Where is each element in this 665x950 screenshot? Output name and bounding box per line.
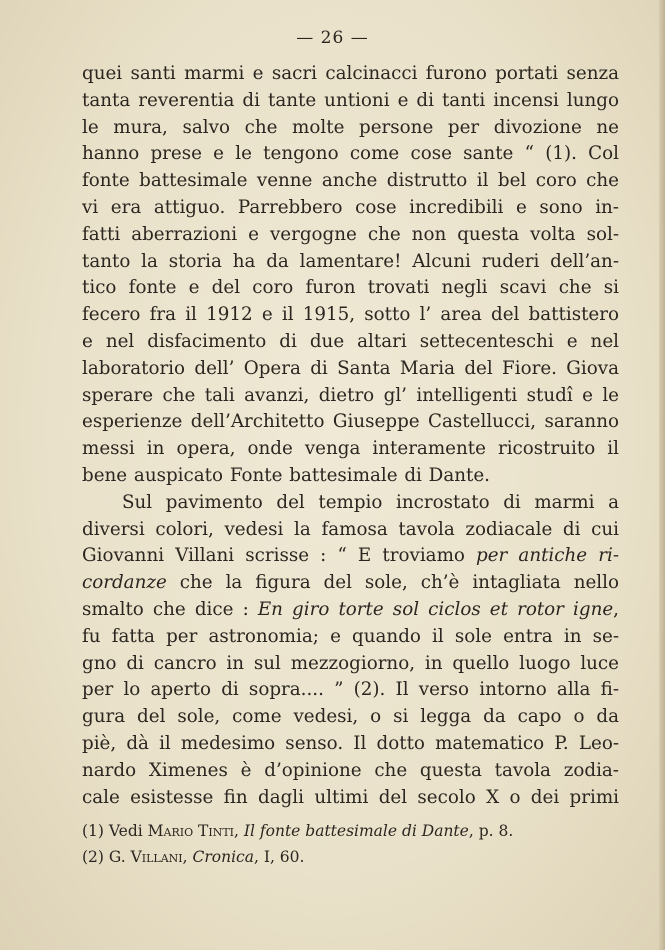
text-line xyxy=(82,785,619,812)
text-line xyxy=(82,249,619,276)
text-line xyxy=(82,383,619,410)
text-line xyxy=(82,624,619,651)
body-text xyxy=(82,61,619,811)
text-segment: le mura, salvo che molte persone per divozione ne xyxy=(82,116,619,138)
italic-text: per antiche ri- xyxy=(476,545,619,567)
text-segment: fonte battesimale venne anche distrutto il bel coro che xyxy=(82,170,619,192)
text-segment: e nel disfacimento di due altari settecenteschi e nel xyxy=(82,330,619,352)
page-number: — 26 — xyxy=(296,28,369,48)
text-segment: sperare che tali avanzi, dietro gl’ intelligenti studî e le xyxy=(82,384,619,406)
text-segment: vi era attiguo. Parrebbero cose incredibili e sono in- xyxy=(82,196,619,218)
text-line xyxy=(82,195,619,222)
text-line xyxy=(82,677,619,704)
text-line xyxy=(82,543,619,570)
text-segment: diversi colori, vedesi la famosa tavola zodiacale di cui xyxy=(82,518,619,540)
text-segment: gno di cancro in sul mezzogiorno, in quello luogo luce xyxy=(82,652,619,674)
text-segment: (1) Vedi xyxy=(82,822,148,840)
text-segment: , p. 8. xyxy=(468,822,514,840)
small-caps-name: Villani xyxy=(130,848,183,866)
footnotes xyxy=(82,818,619,870)
text-segment: (2) G. xyxy=(82,848,131,866)
text-segment: hanno prese e le tengono come cose sante “ (1). Col xyxy=(82,143,619,165)
text-segment: piè, dà il medesimo senso. Il dotto matematico P. Leo- xyxy=(82,732,619,754)
text-line xyxy=(82,517,619,544)
text-line xyxy=(82,490,619,517)
text-line xyxy=(82,141,619,168)
text-segment: cale esistesse fin dagli ultimi del secolo X o dei primi xyxy=(82,786,619,808)
text-line xyxy=(82,302,619,329)
text-segment: laboratorio dell’ Opera di Santa Maria del Fiore. Giova xyxy=(82,357,619,379)
italic-text: Il fonte battesimale di Dante xyxy=(243,822,469,840)
text-segment: fu fatta per astronomia; e quando il sole entra in se- xyxy=(82,625,619,647)
text-line xyxy=(82,329,619,356)
text-line xyxy=(82,704,619,731)
text-segment: , xyxy=(182,848,193,866)
page-edge xyxy=(659,0,665,950)
text-line xyxy=(82,61,619,88)
italic-text: Cronica xyxy=(192,848,254,866)
text-line xyxy=(82,88,619,115)
text-line xyxy=(82,597,619,624)
text-line xyxy=(82,115,619,142)
footnote xyxy=(82,844,619,870)
text-segment: che la figura del sole, ch’è intagliata nello xyxy=(166,572,619,594)
text-line xyxy=(82,356,619,383)
text-segment: , xyxy=(234,822,244,840)
text-segment: tanta reverentia di tante untioni e di tanti incensi lungo xyxy=(82,89,619,111)
text-segment: smalto che dice : xyxy=(82,598,258,620)
text-line xyxy=(82,168,619,195)
text-segment: nardo Ximenes è d’opinione che questa tavola zodia- xyxy=(82,759,619,781)
text-segment: bene auspicato Fonte battesimale di Dante. xyxy=(82,464,490,486)
text-line xyxy=(82,758,619,785)
text-segment: tanto la storia ha da lamentare! Alcuni ruderi dell’an- xyxy=(82,250,619,272)
text-segment: fatti aberrazioni e vergogne che non questa volta sol- xyxy=(82,223,619,245)
footnote xyxy=(82,818,619,844)
text-segment: gura del sole, come vedesi, o si legga da capo o da xyxy=(82,706,619,728)
text-segment: fecero fra il 1912 e il 1915, sotto l’ area del battistero xyxy=(82,304,619,326)
text-line xyxy=(82,436,619,463)
text-segment: esperienze dell’Architetto Giuseppe Castellucci, saranno xyxy=(82,411,619,433)
text-segment: tico fonte e del coro furon trovati negli scavi che si xyxy=(82,277,619,299)
small-caps-name: Mario Tinti xyxy=(147,822,235,840)
text-line xyxy=(82,651,619,678)
text-line xyxy=(82,463,619,490)
text-segment: per lo aperto di sopra.... ” (2). Il verso intorno alla fi- xyxy=(82,679,619,701)
text-segment: Giovanni Villani scrisse : “ E troviamo xyxy=(82,545,477,567)
text-line xyxy=(82,570,619,597)
text-segment: messi in opera, onde venga interamente ricostruito il xyxy=(82,438,619,460)
text-line xyxy=(82,275,619,302)
text-segment: Sul pavimento del tempio incrostato di marmi a xyxy=(122,491,619,513)
text-segment: quei santi marmi e sacri calcinacci furono portati senza xyxy=(82,63,619,84)
text-segment: , I, 60. xyxy=(253,848,305,866)
italic-text: En giro torte sol ciclos et rotor igne xyxy=(257,598,614,620)
text-line xyxy=(82,222,619,249)
text-line xyxy=(82,731,619,758)
italic-text: cordanze xyxy=(82,572,167,594)
text-segment: , xyxy=(613,598,619,620)
text-line xyxy=(82,409,619,436)
